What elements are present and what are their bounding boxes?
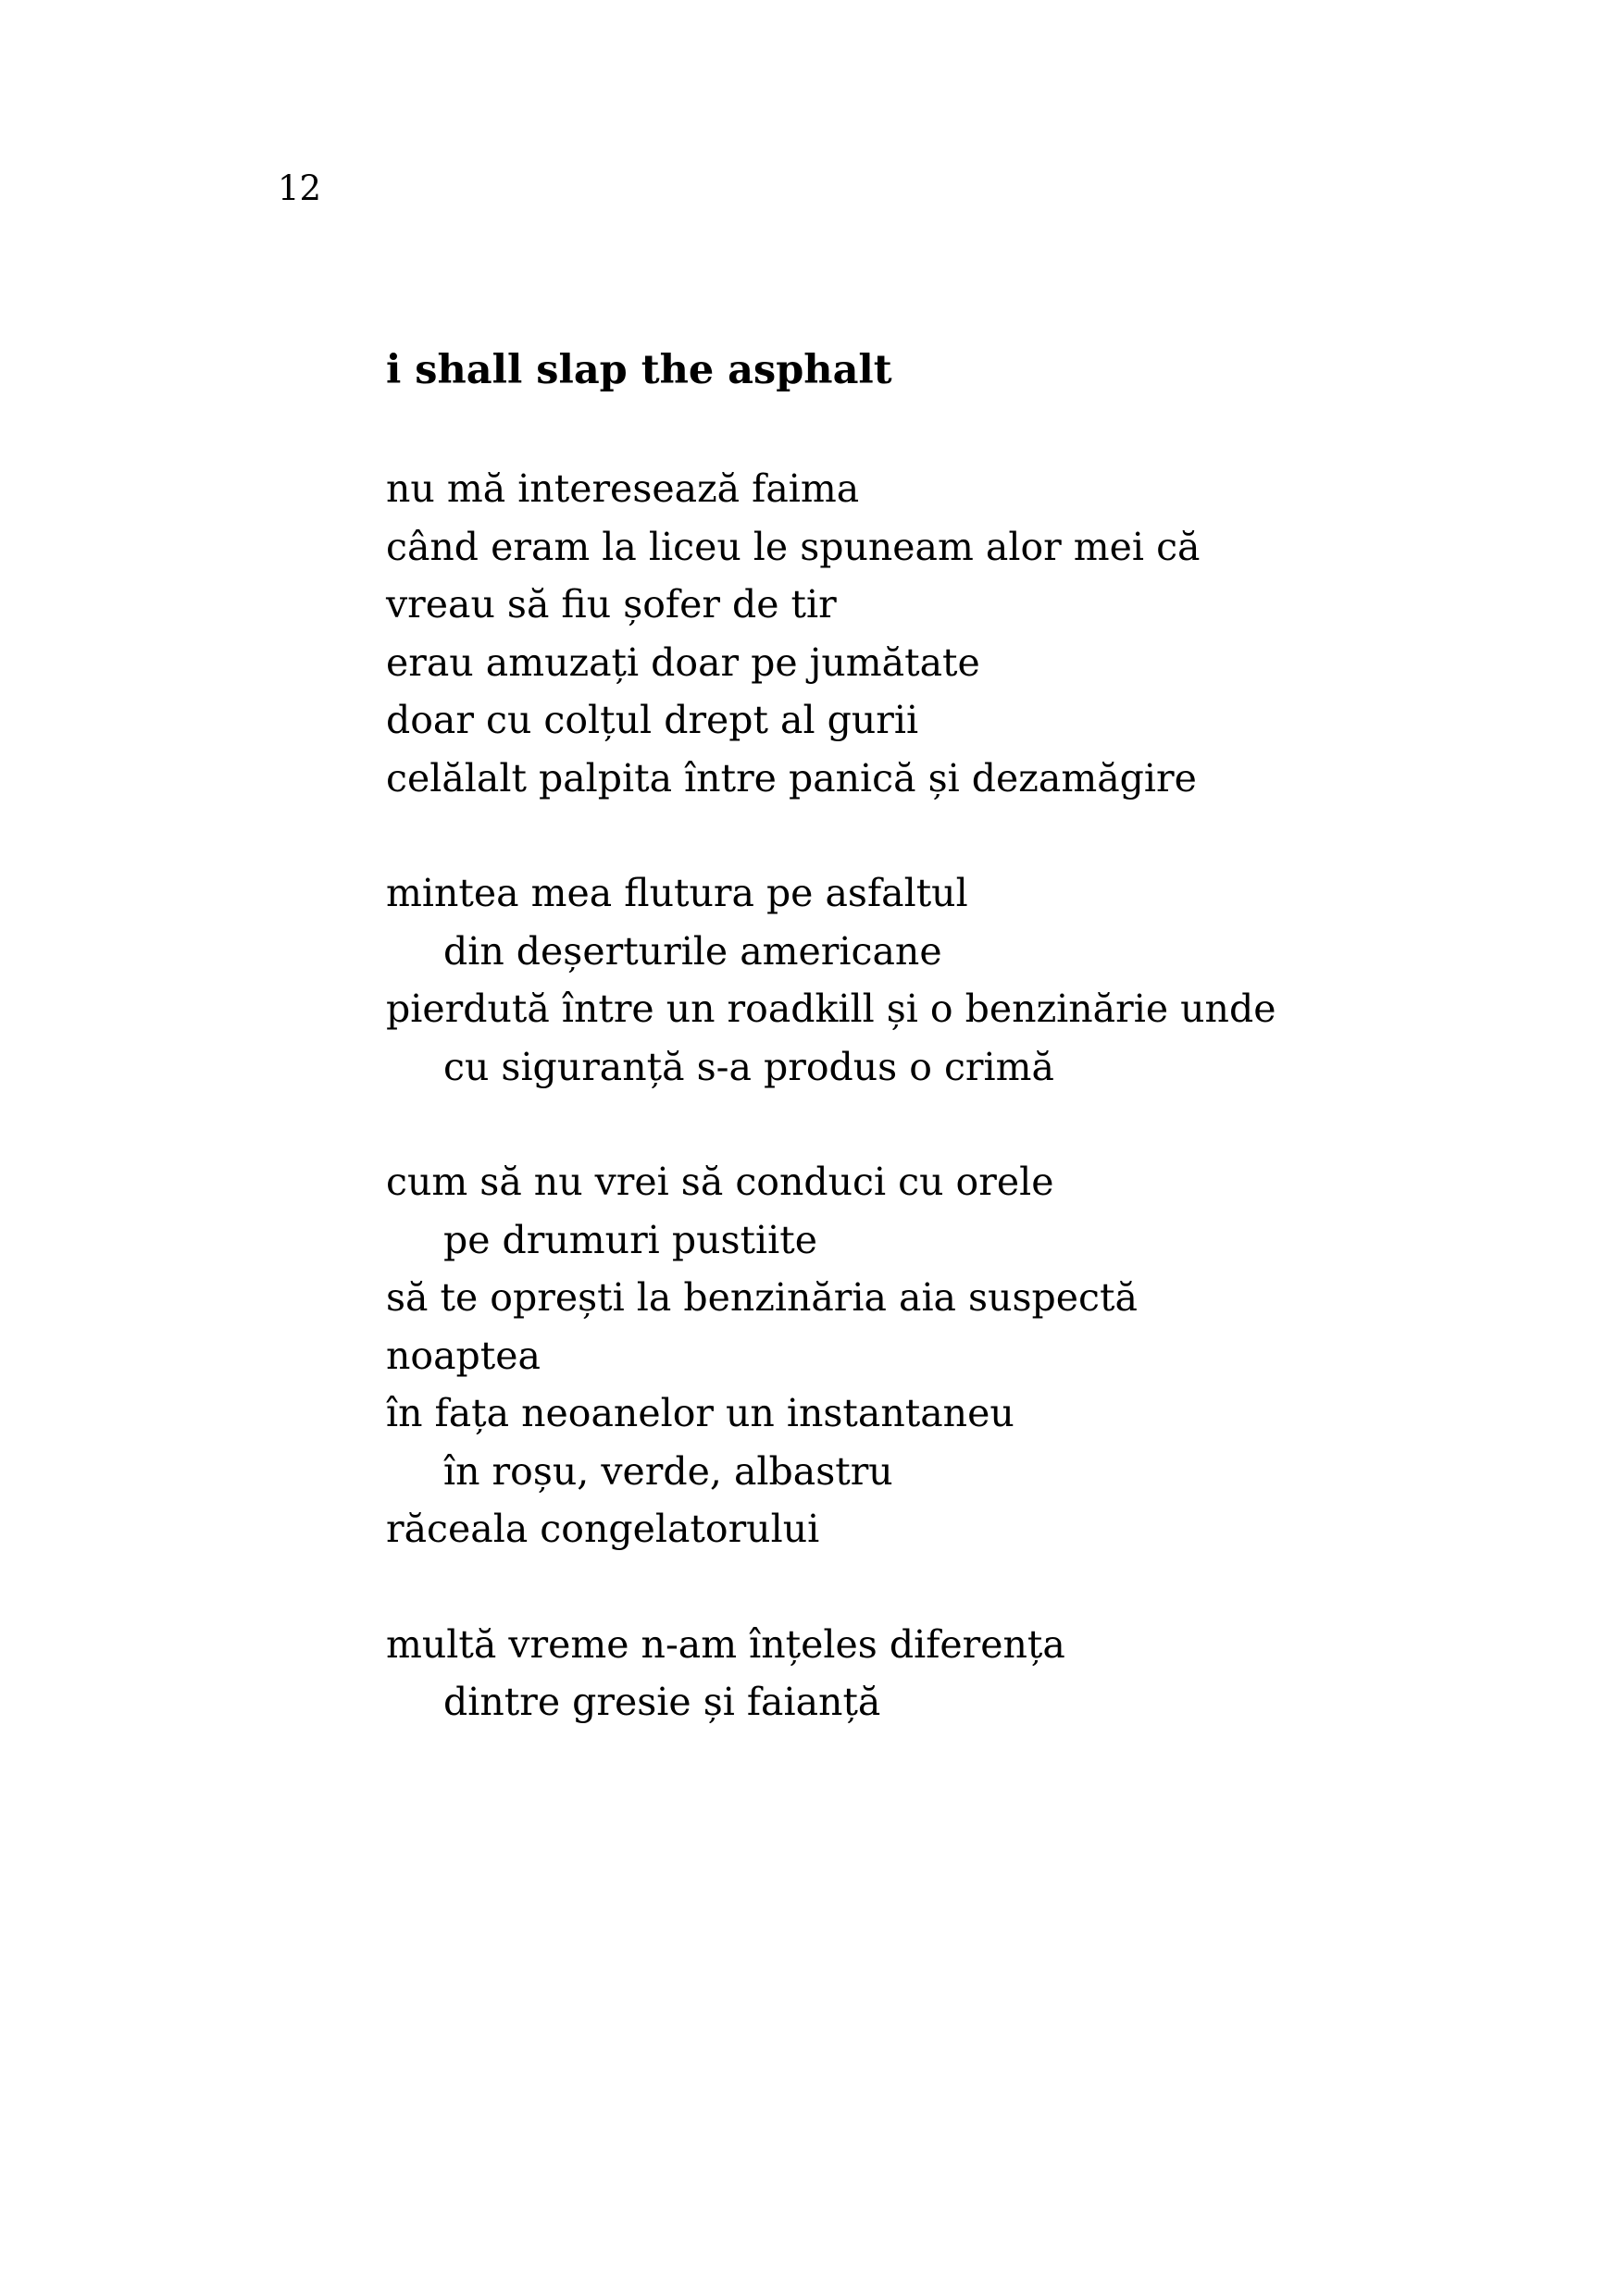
- poem-line: vreau să fiu șofer de tir: [386, 582, 837, 627]
- page-number: 12: [278, 168, 322, 208]
- poem-line: când eram la liceu le spuneam alor mei că: [386, 524, 1201, 569]
- poem-line: doar cu colțul drept al gurii: [386, 698, 919, 742]
- poem-line: erau amuzați doar pe jumătate: [386, 639, 980, 685]
- poem-line-indented: în roșu, verde, albastru: [443, 1448, 893, 1494]
- poem-line: noaptea: [386, 1333, 541, 1378]
- poem-title: i shall slap the asphalt: [386, 347, 892, 393]
- poem-line: să te oprești la benzinăria aia suspectă: [386, 1275, 1138, 1320]
- stanza-4: [386, 1616, 1497, 1731]
- poem-line-indented: pe drumuri pustiite: [443, 1217, 817, 1262]
- poem-line: în fața neoanelor un instantaneu: [386, 1391, 1014, 1435]
- stanza-2: [386, 864, 1497, 1096]
- poem-body: [386, 460, 1497, 1789]
- stanza-1: [386, 460, 1497, 807]
- poem-line: pierdută între un roadkill și o benzinărie unde: [386, 987, 1276, 1031]
- poem-line-indented: din deșerturile americane: [443, 928, 942, 974]
- poem-line: răceala congelatorului: [386, 1507, 820, 1551]
- stanza-3: [386, 1153, 1497, 1558]
- poem-line-indented: dintre gresie și faianță: [443, 1680, 881, 1724]
- poem-line: cum să nu vrei să conduci cu orele: [386, 1160, 1054, 1204]
- poem-line: multă vreme n-am înțeles diferența: [386, 1621, 1065, 1667]
- poem-line: nu mă interesează faima: [386, 466, 860, 511]
- poem-line: mintea mea flutura pe asfaltul: [386, 871, 968, 915]
- poem-line-indented: cu siguranță s-a produs o crimă: [443, 1044, 1054, 1089]
- poem-line: celălalt palpita între panică și dezamăgire: [386, 755, 1197, 800]
